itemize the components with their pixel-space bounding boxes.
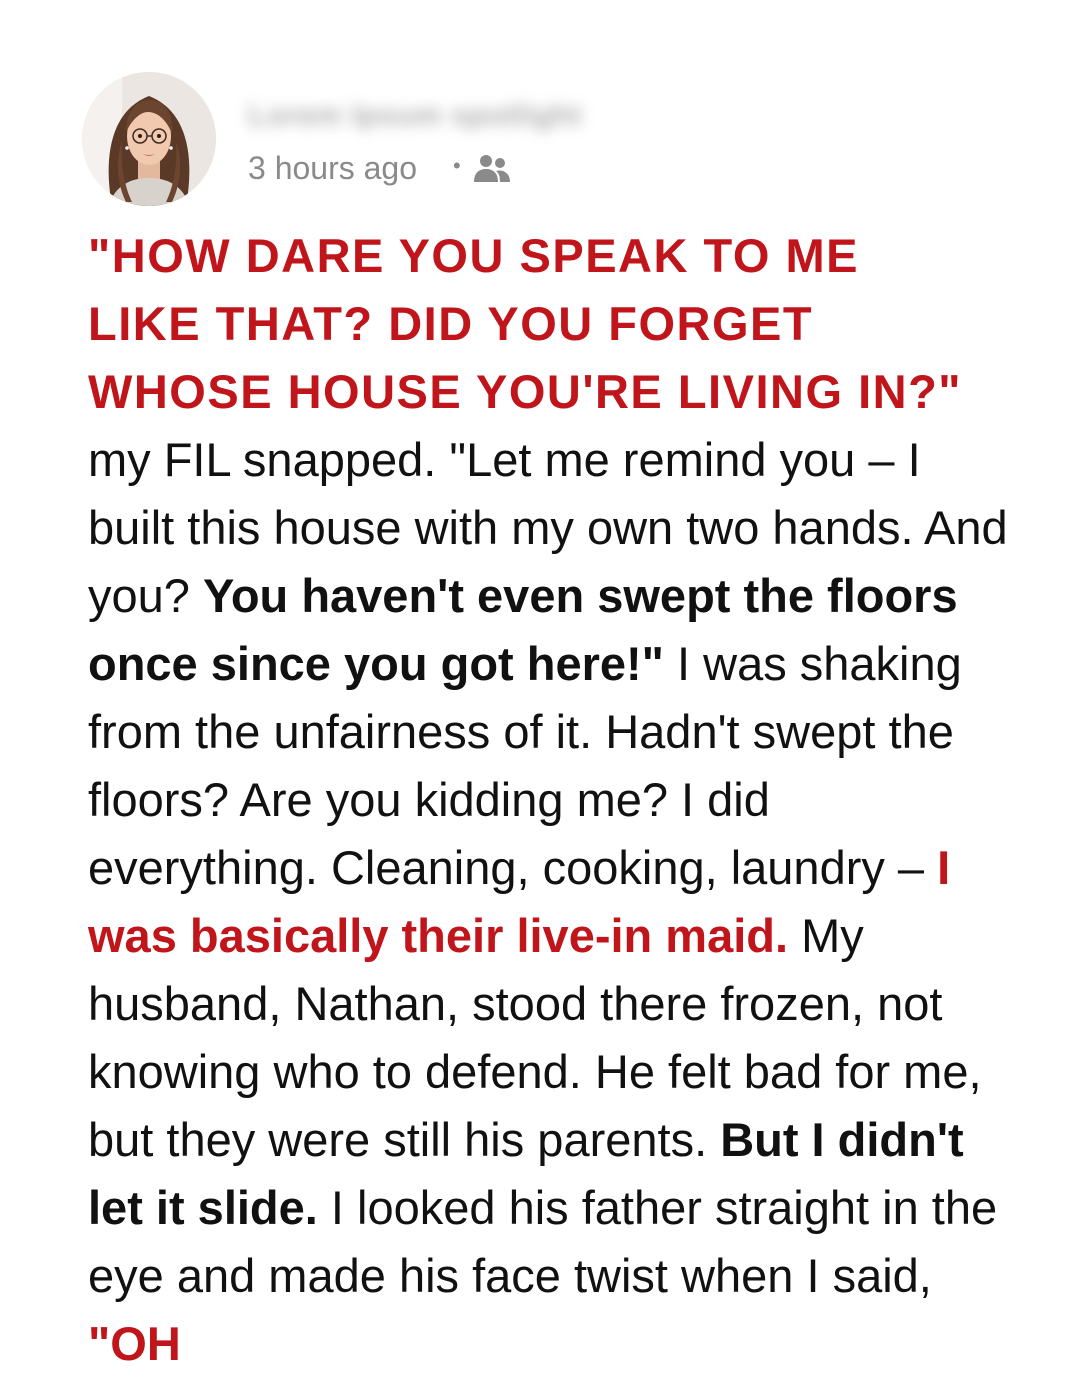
post-header [82, 72, 582, 206]
post-body [88, 222, 1008, 1378]
meta-separator: • [453, 153, 461, 178]
text-segment: My husband, Nathan, stood there frozen, not knowing who to defend. He felt bad for me, but they were still his parents. [88, 909, 982, 1166]
post-meta [248, 94, 582, 187]
red-highlight: I was basically their live-in maid. [88, 841, 951, 962]
text-segment: I was shaking from the unfairness of it. Hadn't swept the floors? Are you kidding me? I did everything. Cleaning, cooking, laundry – [88, 637, 962, 894]
friends-icon[interactable] [473, 152, 511, 184]
author-avatar[interactable] [82, 72, 216, 206]
post-text [88, 426, 1008, 1378]
text-segment: I looked his father straight in the eye and made his face twist when I said, [88, 1181, 998, 1302]
bold-quote: You haven't even swept the floors once since you got here!" [88, 569, 958, 690]
bold-statement: But I didn't let it slide. [88, 1113, 964, 1234]
avatar-photo [82, 72, 216, 206]
post-headline: "HOW DARE YOU SPEAK TO ME LIKE THAT? DID YOU FORGET WHOSE HOUSE YOU'RE LIVING IN?" [88, 229, 963, 418]
post-timestamp[interactable]: 3 hours ago [248, 149, 418, 186]
post-meta-row [248, 150, 582, 187]
author-name[interactable]: Lorem Ipsum spotlight [248, 98, 582, 132]
text-segment: my FIL snapped. "Let me remind you – I built this house with my own two hands. And you? [88, 433, 1008, 622]
red-quote-start: "OH [88, 1317, 181, 1370]
